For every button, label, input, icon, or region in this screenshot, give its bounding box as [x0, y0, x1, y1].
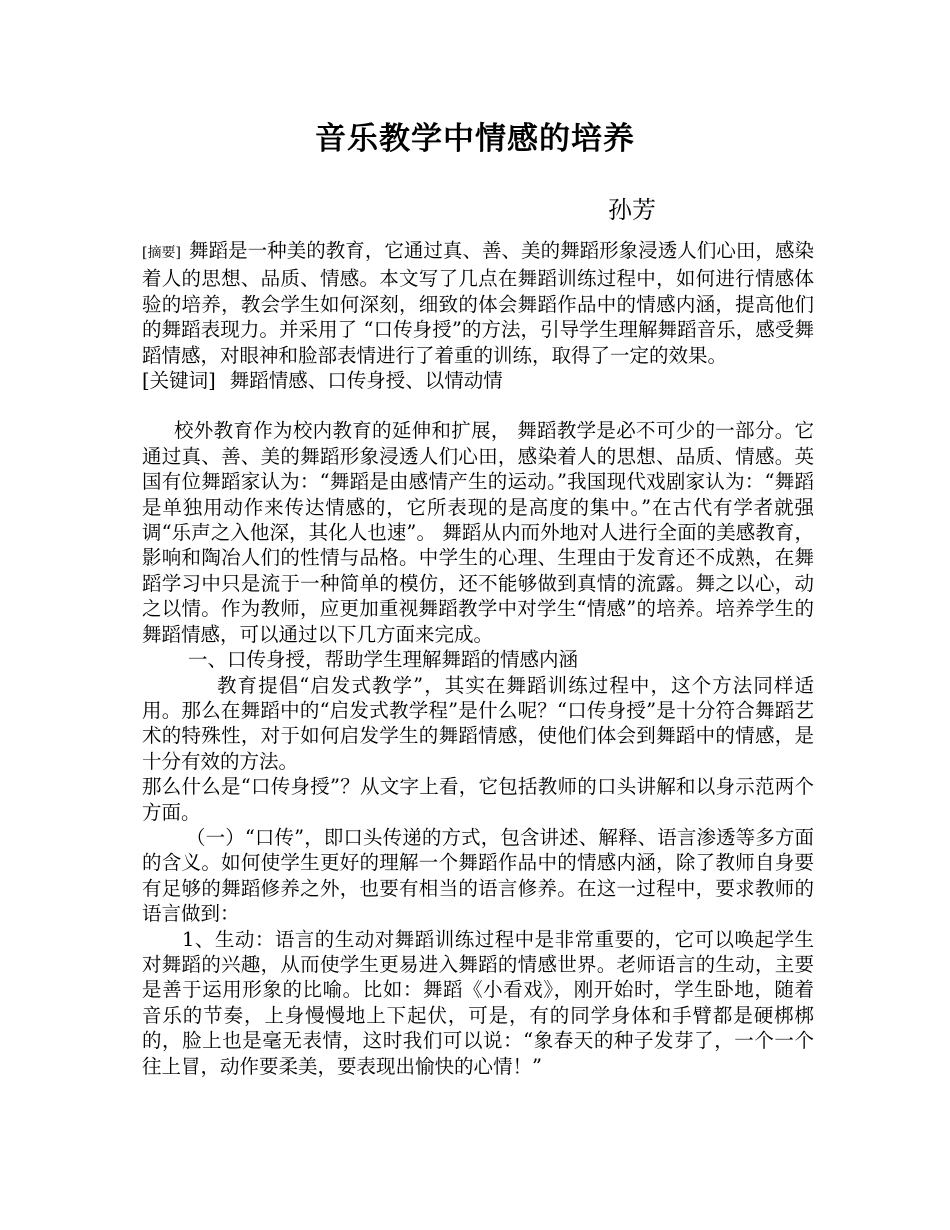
- document-title: 音乐教学中情感的培养: [315, 121, 635, 157]
- paragraph-spacer: [142, 393, 814, 418]
- abstract-paragraph: [142, 238, 814, 368]
- question-paragraph: 那么什么是“口传身授”？从文字上看，它包括教师的口头讲解和以身示范两个方面。: [142, 775, 814, 824]
- list-item-paragraph: 1、生动：语言的生动对舞蹈训练过程中是非常重要的，它可以唤起学生对舞蹈的兴趣，从而使学生更易进入舞蹈的情感世界。老师语言的生动，主要是善于运用形象的比喻。比如：舞蹈《小看戏》，刚开始时，学生卧地，随着音乐的节奏，上身慢慢地上下起伏，可是，有的同学身体和手臂都是硬梆梆的，脸上也是毫无表情，这时我们可以说：“象春天的种子发芽了，一个一个往上冒，动作要柔美，要表现出愉快的心情！”: [142, 927, 814, 1078]
- keywords-label: [关键词]: [142, 369, 216, 393]
- author-name: 孙芳: [608, 196, 656, 224]
- section-heading: 一、口传身授，帮助学生理解舞蹈的情感内涵: [188, 648, 579, 672]
- intro-paragraph: 校外教育作为校内教育的延伸和扩展， 舞蹈教学是必不可少的一部分。它通过真、善、美的舞蹈形象浸透人们心田，感染着人的思想、品质、情感。英国有位舞蹈家认为：“舞蹈是由感情产生的运动。”我国现代戏剧家认为：“舞蹈是单独用动作来传达情感的，它所表现的是高度的集中。”在古代有学者就强调“乐声之入他深，其化人也速”。 舞蹈从内而外地对人进行全面的美感教育，影响和陶冶人们的性情与品格。中学生的心理、生理由于发育还不成熟，在舞蹈学习中只是流于一种简单的模仿，还不能够做到真情的流露。舞之以心，动之以情。作为教师，应更加重视舞蹈教学中对学生“情感”的培养。培养学生的舞蹈情感，可以通过以下几方面来完成。: [142, 419, 814, 646]
- section-paragraph: 教育提倡“启发式教学”，其实在舞蹈训练过程中，这个方法同样适用。那么在舞蹈中的“启发式教学程”是什么呢？“口传身授”是十分符合舞蹈艺术的特殊性，对于如何启发学生的舞蹈情感，使他们体会到舞蹈中的情感，是十分有效的方法。: [142, 673, 814, 773]
- keywords-paragraph: [142, 368, 814, 393]
- subsection-paragraph: （一）“口传”，即口头传递的方式，包含讲述、解释、语言渗透等多方面的含义。如何使学生更好的理解一个舞蹈作品中的情感内涵，除了教师自身要有足够的舞蹈修养之外，也要有相当的语言修养。在这一过程中，要求教师的语言做到：: [142, 825, 814, 926]
- keywords-text: 舞蹈情感、口传身授、以情动情: [229, 369, 503, 393]
- document-body: [142, 238, 814, 1079]
- abstract-text: 舞蹈是一种美的教育，它通过真、善、美的舞蹈形象浸透人们心田，感染着人的思想、品质、情感。本文写了几点在舞蹈训练过程中，如何进行情感体验的培养，教会学生如何深刻，细致的体会舞蹈作品中的情感内涵，提高他们的舞蹈表现力。并采用了 “口传身授”的方法，引导学生理解舞蹈音乐，感受舞蹈情感，对眼神和脸部表情进行了着重的训练，取得了一定的效果。: [142, 239, 814, 367]
- abstract-label: [摘要]: [142, 245, 182, 261]
